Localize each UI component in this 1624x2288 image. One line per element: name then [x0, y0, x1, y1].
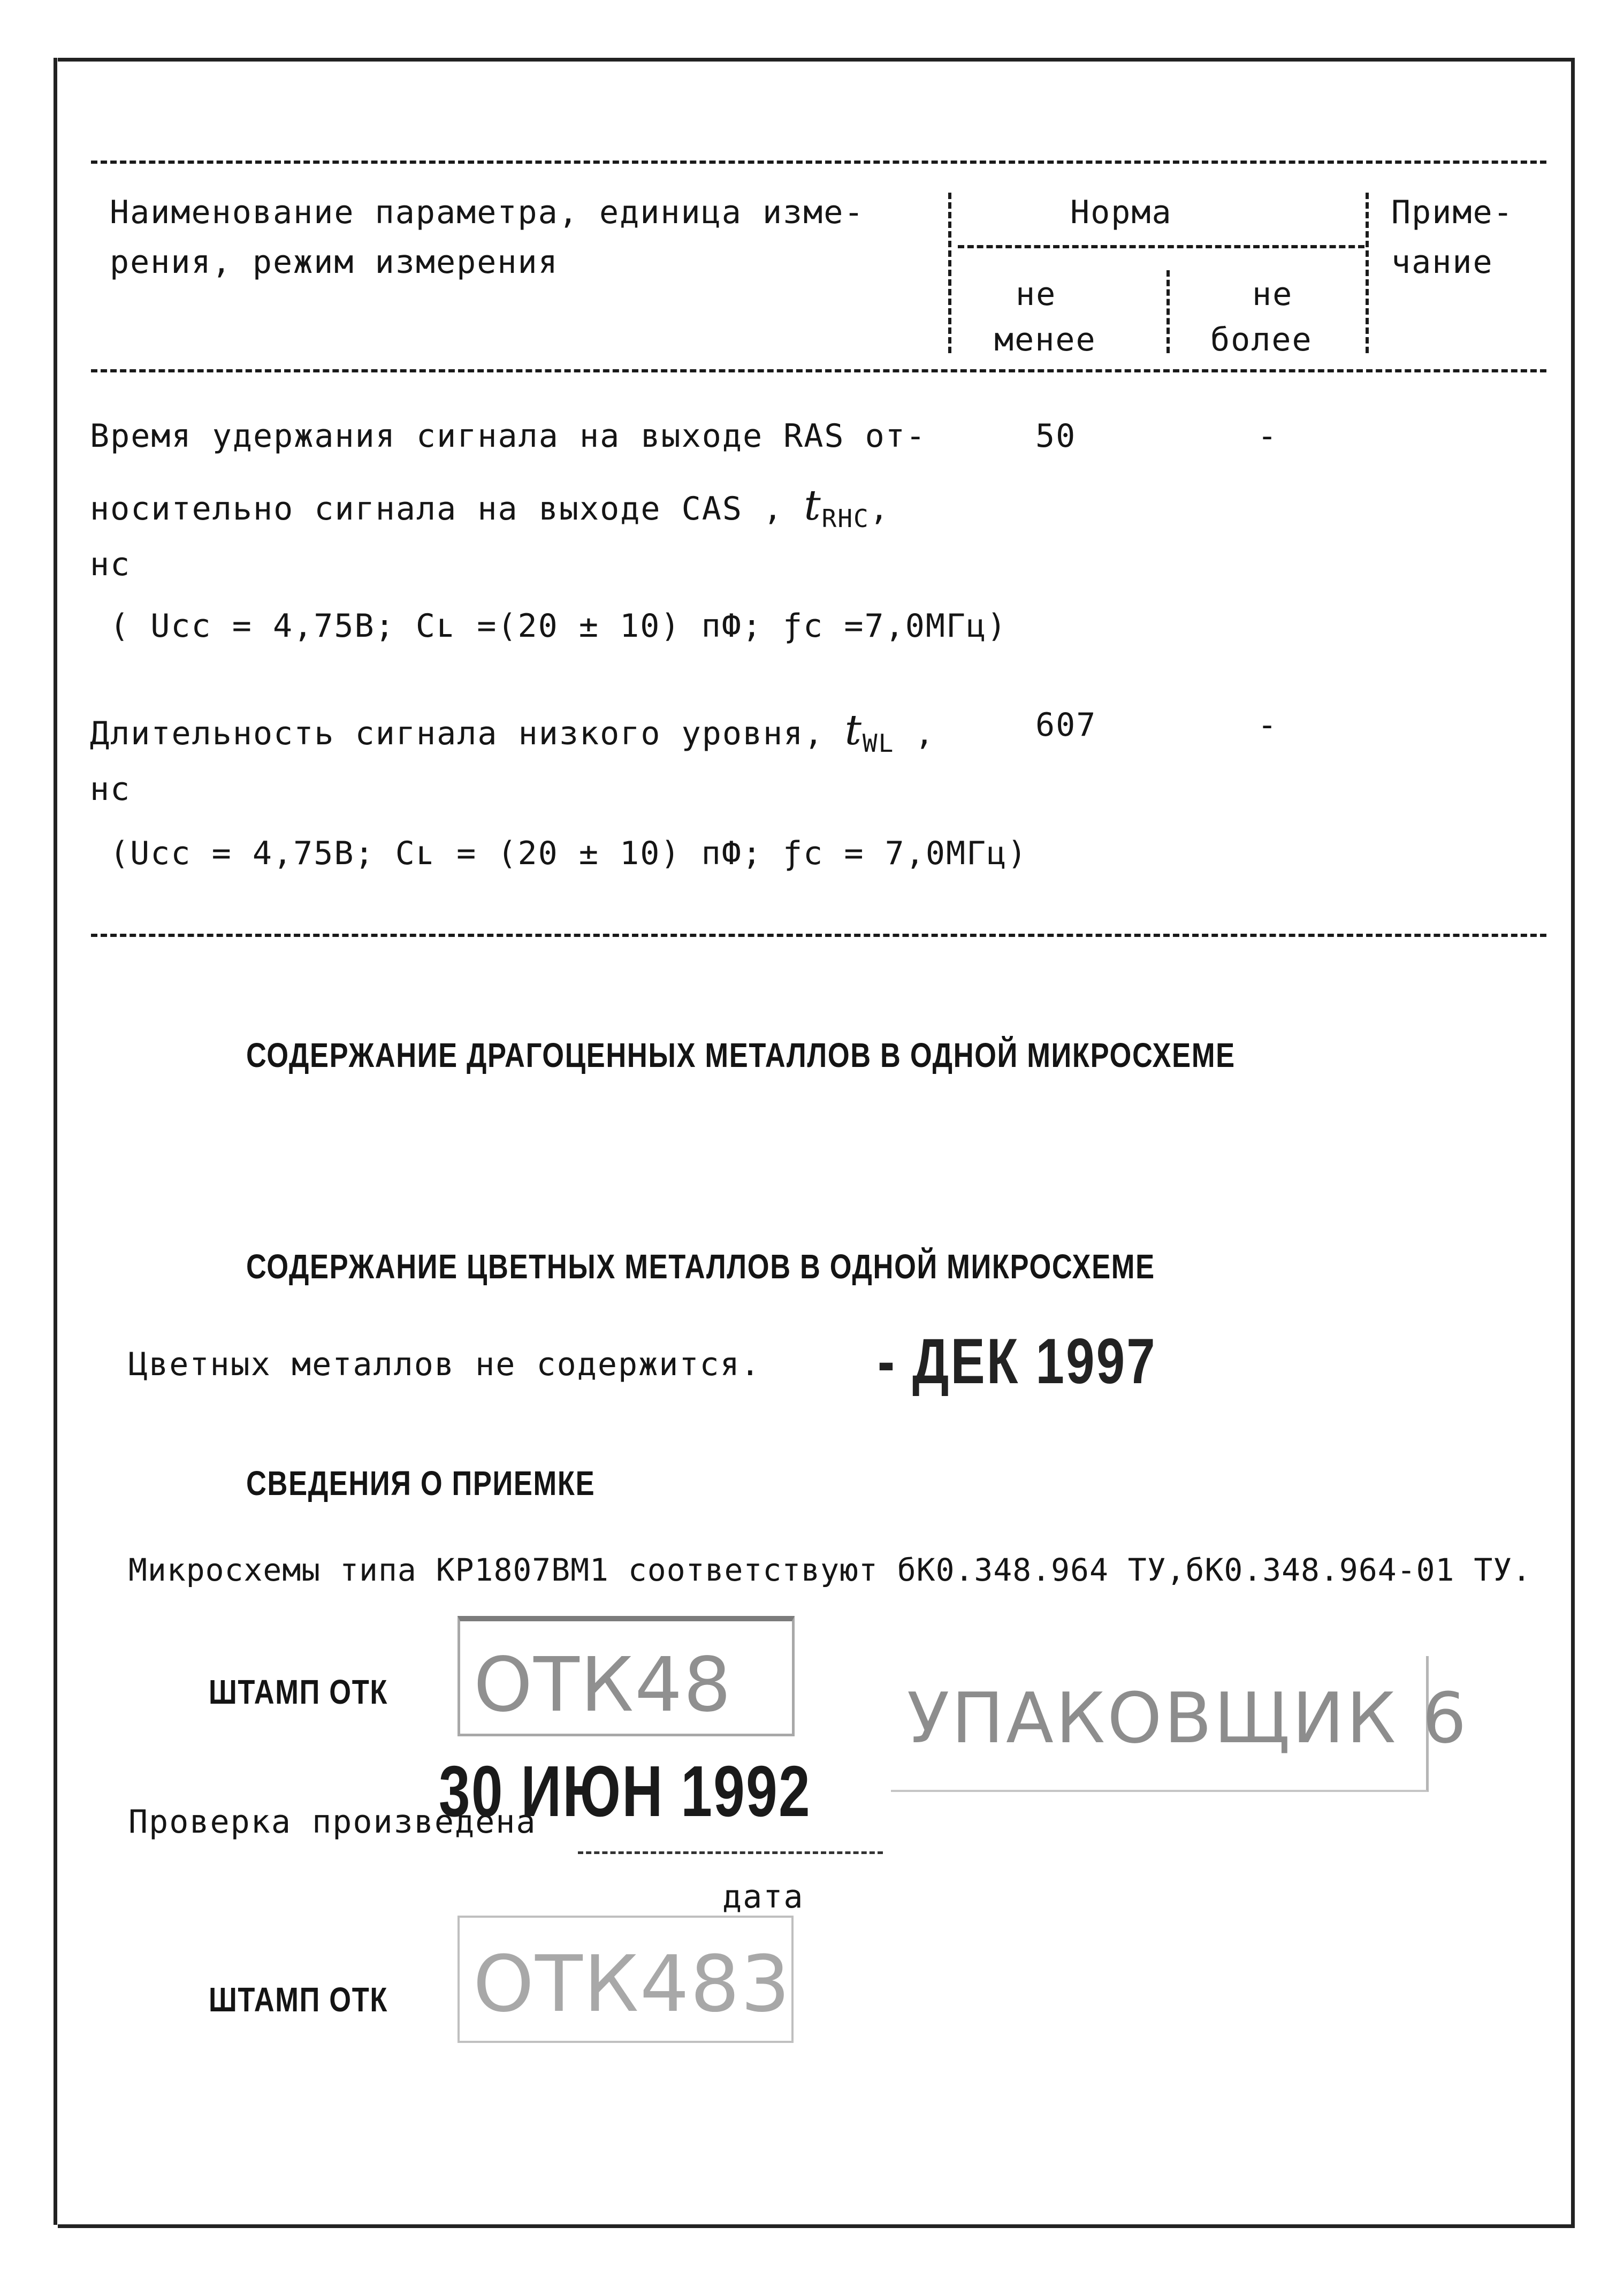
packer-stamp — [891, 1656, 1469, 1792]
table-top-rule — [91, 161, 1546, 164]
row2-mode: (Ucc = 4,75В; Cʟ = (20 ± 10) пФ; ƒc = 7,0МГц) — [110, 835, 1028, 872]
row1-max: - — [1257, 417, 1278, 455]
header-param-line1: Наименование параметра, единица изме- — [110, 194, 865, 231]
row2-min: 607 — [1035, 706, 1097, 744]
header-param-line2: рения, режим измерения — [110, 243, 559, 281]
stamp-label-1: ШТАМП ОТК — [209, 1673, 388, 1711]
acceptance-statement: Микросхемы типа КР1807ВМ1 соответствуют бК0.348.964 ТУ,бК0.348.964-01 ТУ. — [128, 1552, 1532, 1588]
acceptance-heading: СВЕДЕНИЯ О ПРИЕМКЕ — [246, 1464, 596, 1503]
row1-mode: ( Ucc = 4,75В; Cʟ =(20 ± 10) пФ; ƒc =7,0МГц) — [110, 607, 1008, 645]
otk-stamp-2-text: ОТК483 — [473, 1939, 791, 2030]
row2-subscript: WL — [862, 729, 895, 758]
table-header-rule — [91, 369, 1546, 372]
check-date-stamp: 30 ИЮН 1992 — [439, 1751, 811, 1832]
nonferrous-metals-heading: СОДЕРЖАНИЕ ЦВЕТНЫХ МЕТАЛЛОВ В ОДНОЙ МИКРОСХЕМЕ — [246, 1247, 1155, 1286]
date-underline — [578, 1851, 883, 1854]
packer-stamp-text: УПАКОВЩИК 6 — [907, 1677, 1469, 1759]
page-frame — [58, 58, 1575, 2228]
row1-line2: носительно сигнала на выходе CAS , $t_{RHC}$, — [90, 482, 890, 533]
precious-metals-heading: СОДЕРЖАНИЕ ДРАГОЦЕННЫХ МЕТАЛЛОВ В ОДНОЙ МИКРОСХЕМЕ — [246, 1036, 1236, 1074]
page-frame-left — [54, 58, 57, 2225]
date-caption: дата — [722, 1878, 804, 1916]
row2-symbol: t — [844, 706, 863, 754]
otk-stamp-1 — [458, 1616, 795, 1736]
norm-sub-rule — [958, 245, 1364, 248]
row1-min: 50 — [1035, 417, 1077, 455]
check-label: Проверка произведена — [128, 1803, 537, 1841]
header-note-line2: чание — [1391, 243, 1493, 281]
stamp-label-2: ШТАМП ОТК — [209, 1980, 388, 2019]
row1-subscript: RHC — [821, 504, 870, 533]
header-col-separator-2 — [1166, 270, 1170, 353]
header-max-line1: не — [1252, 276, 1293, 313]
otk-stamp-1-text: ОТК48 — [474, 1642, 733, 1729]
otk-stamp-2 — [458, 1916, 794, 2043]
row2-line1: Длительность сигнала низкого уровня, $t_{WL}$ , — [90, 706, 935, 758]
row1-symbol: t — [804, 482, 822, 530]
header-note-line1: Приме- — [1391, 194, 1514, 231]
header-col-separator-3 — [1366, 193, 1369, 353]
header-norm: Норма — [1070, 194, 1172, 231]
header-min-line2: менее — [994, 321, 1096, 359]
header-min-line1: не — [1016, 276, 1057, 313]
table-bottom-rule — [91, 934, 1546, 937]
date-stamp-dec-1997: - ДЕК 1997 — [878, 1325, 1157, 1397]
row1-unit: нс — [90, 546, 131, 583]
row2-max: - — [1257, 706, 1278, 744]
header-max-line2: более — [1210, 321, 1313, 359]
nonferrous-metals-text: Цветных металлов не содержится. — [128, 1346, 761, 1383]
row2-unit: нс — [90, 771, 131, 808]
row1-line1: Время удержания сигнала на выходе RAS от- — [90, 417, 927, 455]
header-col-separator-1 — [948, 193, 951, 353]
